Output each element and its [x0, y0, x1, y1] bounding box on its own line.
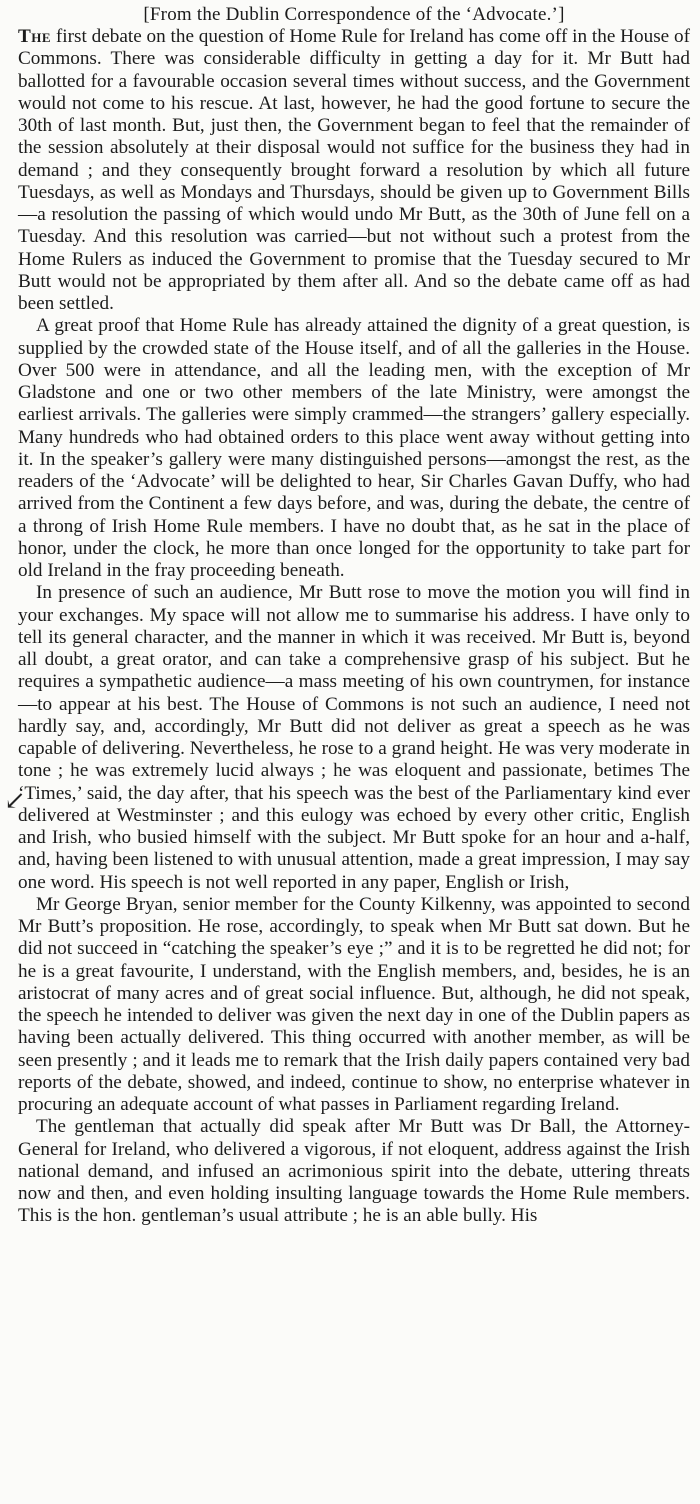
margin-arrow-icon: ↙ [4, 786, 26, 815]
paragraph-5: The gentleman that actually did speak after Mr Butt was Dr Ball, the Attorney-General for Ireland, who delivered a vigorous, if not eloquent, address against the Irish national demand, and infused an acrimonious spirit into the debate, uttering threats now and then, and even holding insulting language towards the Home Rule members. This is the hon. gentleman’s usual attribute ; he is an able bully. His [18, 1116, 690, 1227]
paragraph-2: A great proof that Home Rule has already attained the dignity of a great question, is supplied by the crowded state of the House itself, and of all the galleries in the House. Over 500 were in attendance, and all the leading men, with the exception of Mr Gladstone and one or two other members of the late Ministry, were amongst the earliest arrivals. The galleries were simply crammed—the strangers’ gallery especially. Many hundreds who had obtained orders to this place went away without getting into it. In the speaker’s gallery were many distinguished persons—amongst the rest, as the readers of the ‘Advocate’ will be delighted to hear, Sir Charles Gavan Duffy, who had arrived from the Continent a few days before, and was, during the debate, the centre of a throng of Irish Home Rule members. I have no doubt that, as he sat in the place of honor, under the clock, he more than once longed for the opportunity to take part for old Ireland in the fray proceeding beneath. [18, 315, 690, 581]
paragraph-1 [18, 26, 690, 315]
paragraph-3: In presence of such an audience, Mr Butt rose to move the motion you will find in your exchanges. My space will not allow me to summarise his address. I have only to tell its general character, and the manner in which it was received. Mr Butt is, beyond all doubt, a great orator, and can take a comprehensive grasp of his subject. But he requires a sympathetic audience—a mass meeting of his own countrymen, for instance—to appear at his best. The House of Commons is not such an audience, I need not hardly say, and, accordingly, Mr Butt did not deliver as great a speech as he was capable of delivering. Nevertheless, he rose to a grand height. He was very moderate in tone ; he was extremely lucid always ; he was eloquent and passionate, betimes The ‘Times,’ said, the day after, that his speech was the best of the Parliamentary kind ever delivered at Westminster ; and this eulogy was echoed by every other critic, English and Irish, who busied himself with the subject. Mr Butt spoke for an hour and a-half, and, having been listened to with unusual attention, made a great impression, I may say one word. His speech is not well reported in any paper, English or Irish, [18, 582, 690, 893]
article-heading: [From the Dublin Correspondence of the ‘Advocate.’] [143, 4, 565, 25]
paragraph-4: Mr George Bryan, senior member for the County Kilkenny, was appointed to second Mr Butt’s proposition. He rose, accordingly, to speak when Mr Butt sat down. But he did not succeed in “catching the speaker’s eye ;” and it is to be regretted he did not; for he is a great favourite, I understand, with the English members, and, besides, he is an aristocrat of many acres and of great social influence. But, although, he did not speak, the speech he intended to deliver was given the next day in one of the Dublin papers as having been actually delivered. This thing occurred with another member, as will be seen presently ; and it leads me to remark that the Irish daily papers contained very bad reports of the debate, showed, and indeed, continue to show, no enterprise whatever in procuring an adequate account of what passes in Parliament regarding Ireland. [18, 893, 690, 1115]
lead-word: The [18, 26, 52, 47]
paragraph-1-text: first debate on the question of Home Rule for Ireland has come off in the House of Commons. There was considerable difficulty in getting a day for it. Mr Butt had ballotted for a favourable occasion several times without success, and the Government would not come to his rescue. At last, however, he had the good fortune to secure the 30th of last month. But, just then, the Government began to feel that the remainder of the session absolutely at their disposal would not suffice for the business they had in demand ; and they consequently brought forward a resolution by which all future Tuesdays, as well as Mondays and Thursdays, should be given up to Government Bills—a resolution the passing of which would undo Mr Butt, as the 30th of June fell on a Tuesday. And this resolution was carried—but not without such a protest from the Home Rulers as induced the Government to promise that the Tuesday secured to Mr Butt would not be appropriated by them after all. And so the debate came off as had been settled. [18, 26, 690, 314]
